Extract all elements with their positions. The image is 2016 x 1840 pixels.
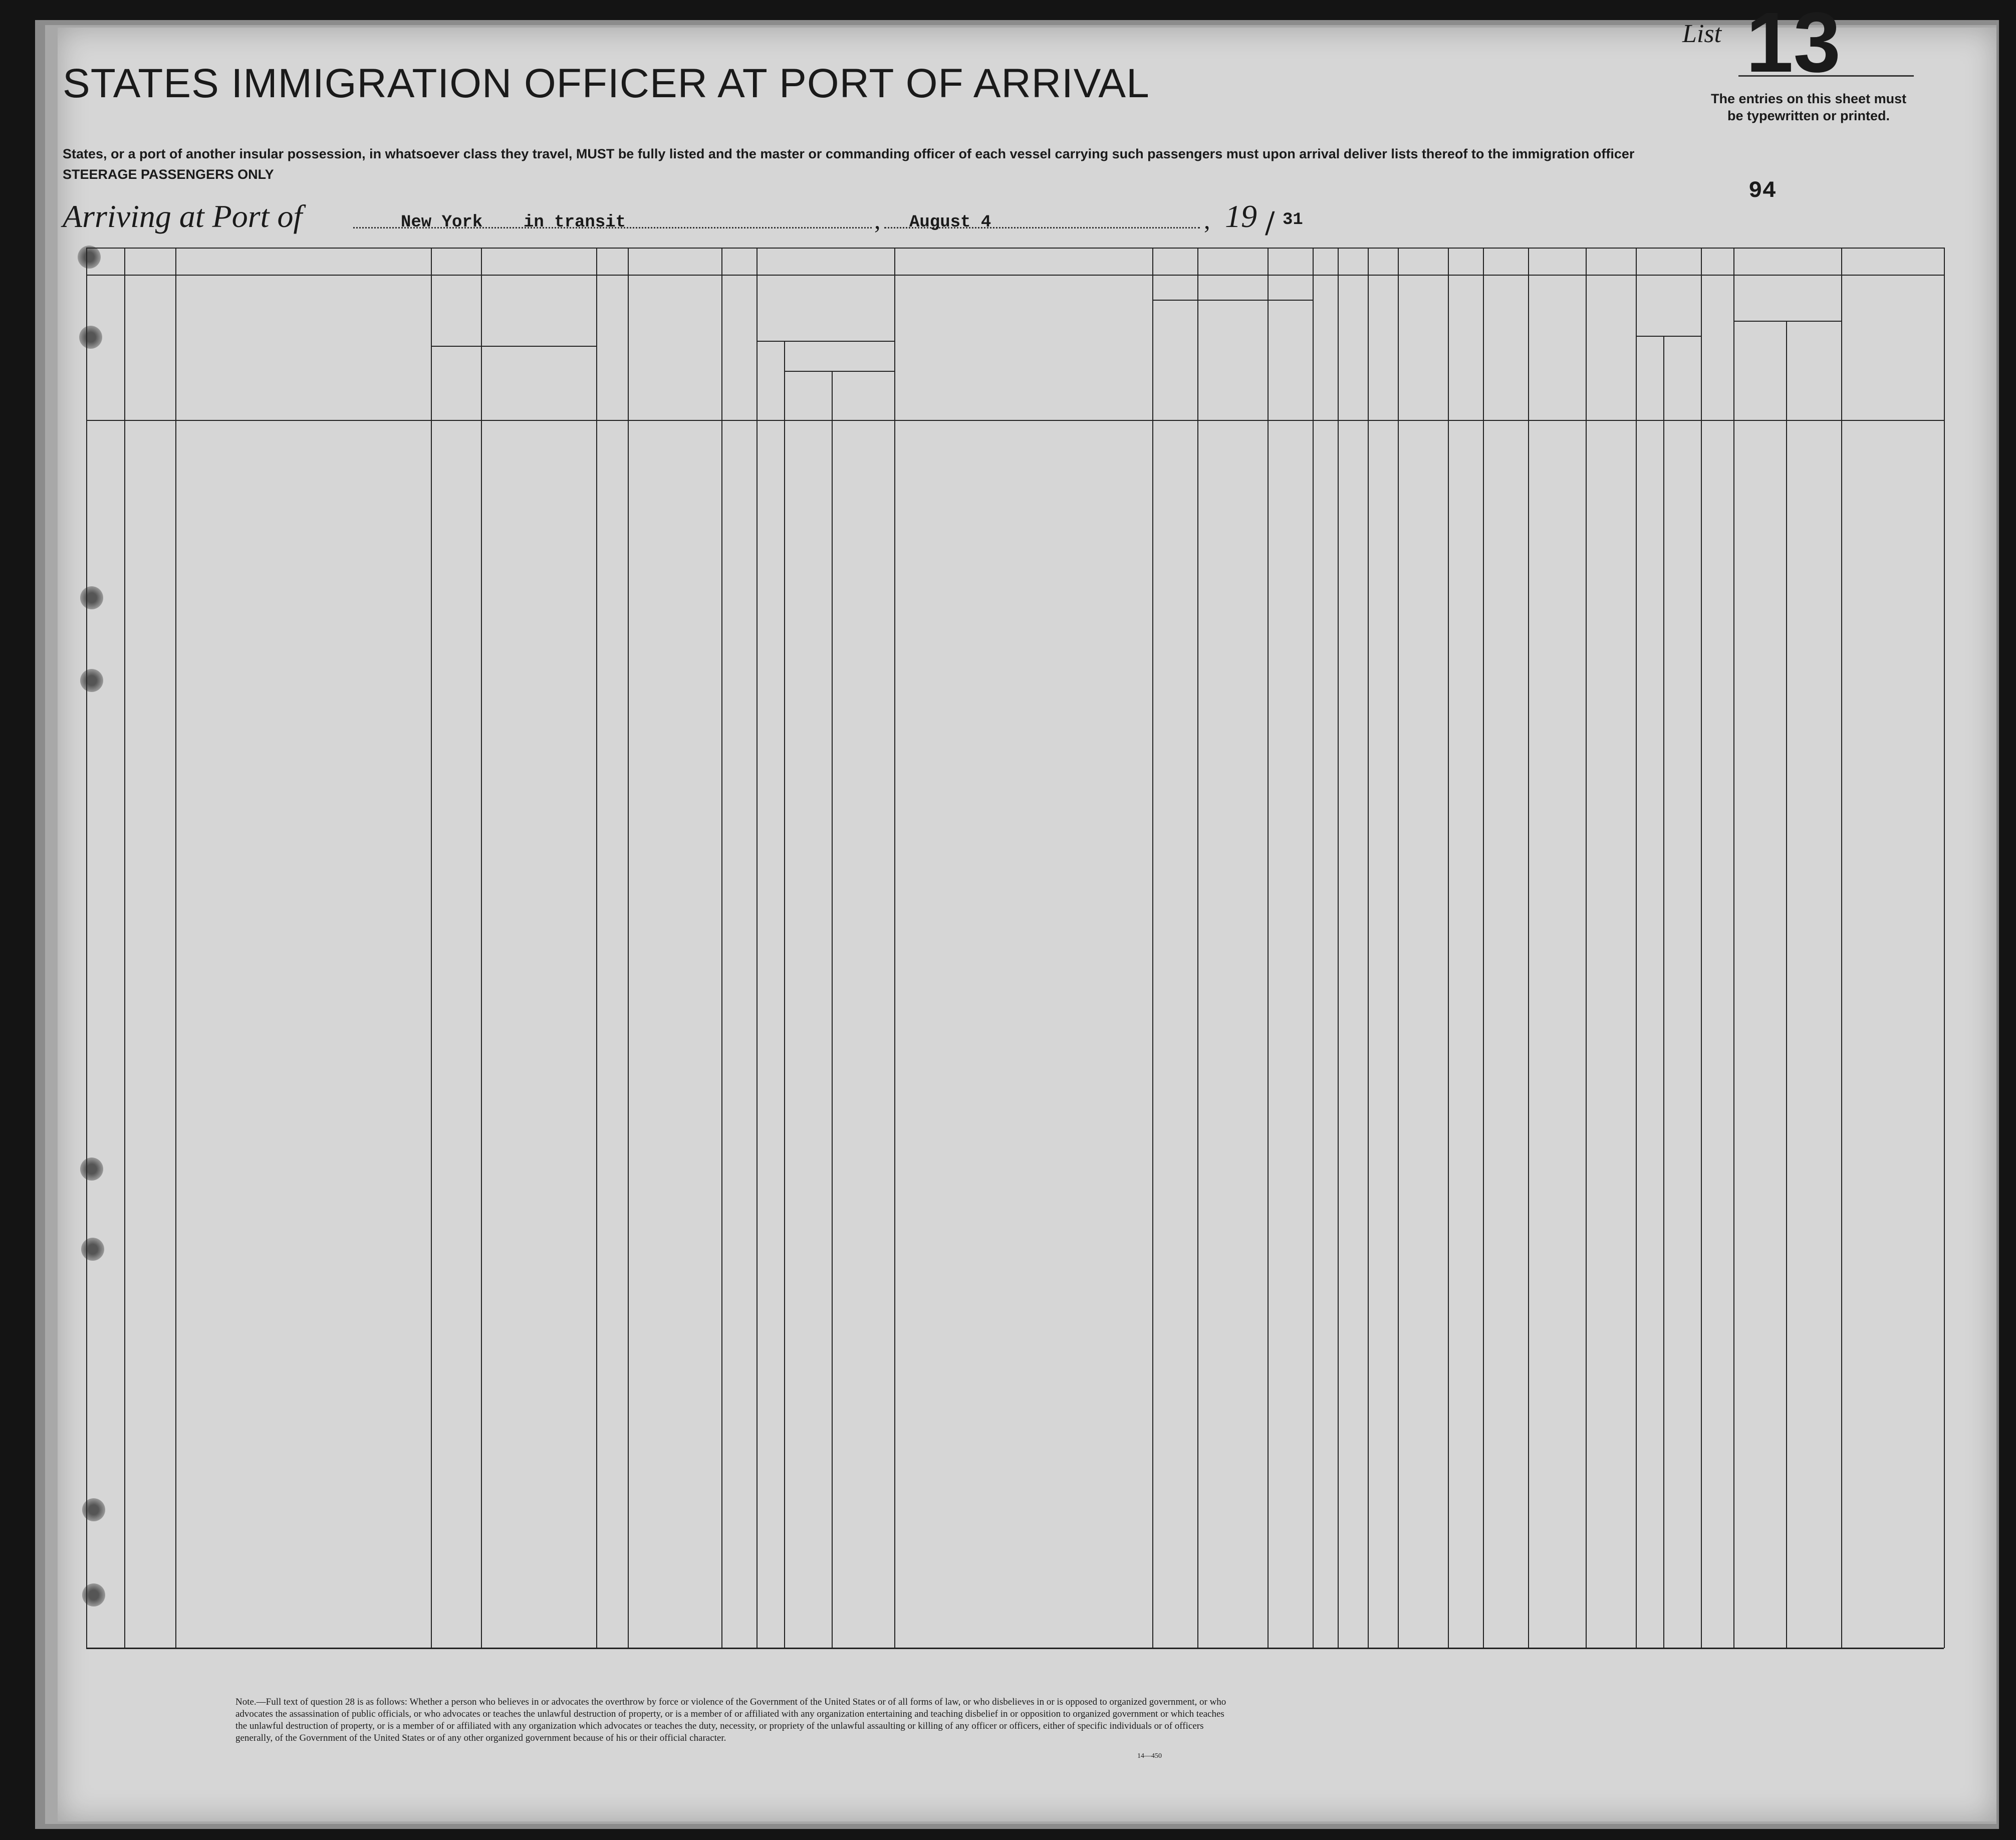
year-slash: / [1265,205,1275,240]
arrival-date: August 4 [909,213,991,232]
header-purpose-citizen [1272,303,1310,416]
column-divider [721,248,722,1648]
port-value: New York [401,213,483,232]
header-q29 [1450,283,1480,416]
column-divider [481,351,482,1649]
column-divider [86,248,87,1648]
subheader-rule [1636,336,1701,337]
header-ticket [601,288,623,411]
form-number: 14—450 [1137,1752,1162,1760]
column-divider [1944,248,1945,1648]
column-divider [1528,248,1529,1648]
list-number: 13 [1746,0,1841,90]
column-divider [628,248,629,1648]
column-divider [1338,248,1339,1648]
subheader-rule [431,346,596,347]
sheet-note: The entries on this sheet must be typewritten or printed. [1711,91,1907,123]
year-prefix: 19 [1225,198,1257,234]
column-divider [894,248,895,1648]
column-divider [596,248,597,1648]
header-anarchist [1373,288,1393,411]
instruction-text: States, or a port of another insular possession, in whatsoever class they travel, MUST be fully listed and the master or commanding officer of each vessel carrying such passengers must upon arrival deliver lists thereof to the immigration officer [63,146,1635,161]
table-top-rule [86,248,1944,249]
column-divider [1197,300,1198,1649]
header-purpose-return [1156,303,1195,416]
header-feet [1643,346,1658,411]
subheader-rule [784,371,894,372]
column-divider [1636,248,1637,1648]
subheader-rule [1152,300,1313,301]
table-bottom-rule [86,1648,1944,1649]
comma: , [874,206,881,234]
column-divider [784,341,785,1649]
column-divider [124,248,125,1648]
column-divider [1786,321,1787,1649]
column-divider [1448,248,1449,1648]
column-divider [1368,248,1369,1648]
column-divider [832,371,833,1649]
footnote-q28: Note.—Full text of question 28 is as follows: Whether a person who believes in or advocates the overthrow by force or violence of the Government of the United States or of all forms of law, or who disbelieves in or is opposed to organized government, or who advocates the assassination of public officials, or who advocates or teaches the unlawful destruction of property, or is a member of or affiliated with any organization entertaining and teaching disbelief in or opposition to organized government or which teaches the unlawful destruction of property, or is a member of or affiliated with any organization which advocates or teaches the duty, necessity, or propriety of the unlawful assaulting or killing of any officer or officers, either of specific individuals or of officers generally, of the Government of the United States or of any other organized government because of his or their official character. [235,1697,1226,1743]
header-q28 [1401,283,1445,416]
column-divider [1663,336,1664,1649]
subheader-rule [757,341,894,342]
header-q30 [1488,288,1523,411]
comma: , [1204,206,1210,234]
column-divider [1483,248,1484,1648]
column-divider [1398,248,1399,1648]
list-label: List [1682,20,1722,48]
column-divider [1733,248,1734,1648]
port-note: in transit [524,213,626,232]
column-divider [757,248,758,1648]
subheader-rule [1733,321,1841,322]
header-prison [1315,281,1337,413]
column-divider [1268,300,1269,1649]
page-title: STATES IMMIGRATION OFFICER AT PORT OF ARRIVAL [63,61,1150,106]
column-divider [1152,248,1153,1648]
header-bottom-rule [86,420,1944,421]
column-divider [1701,248,1702,1648]
arriving-label: Arriving at Port of [63,198,303,234]
header-polygamist [1343,288,1363,411]
column-divider [431,248,432,1648]
column-divider [1586,248,1587,1648]
header-inches [1673,346,1693,411]
column-divider [1313,248,1314,1648]
column-divider [175,248,176,1648]
column-divider [1841,248,1842,1648]
sheet-number: 94 [1748,178,1777,204]
year-suffix: 31 [1283,210,1303,229]
header-possession [729,288,751,411]
column-number-rule [86,275,1944,276]
header-purpose-length [1202,303,1263,416]
passenger-class: STEERAGE PASSENGERS ONLY [63,167,274,182]
